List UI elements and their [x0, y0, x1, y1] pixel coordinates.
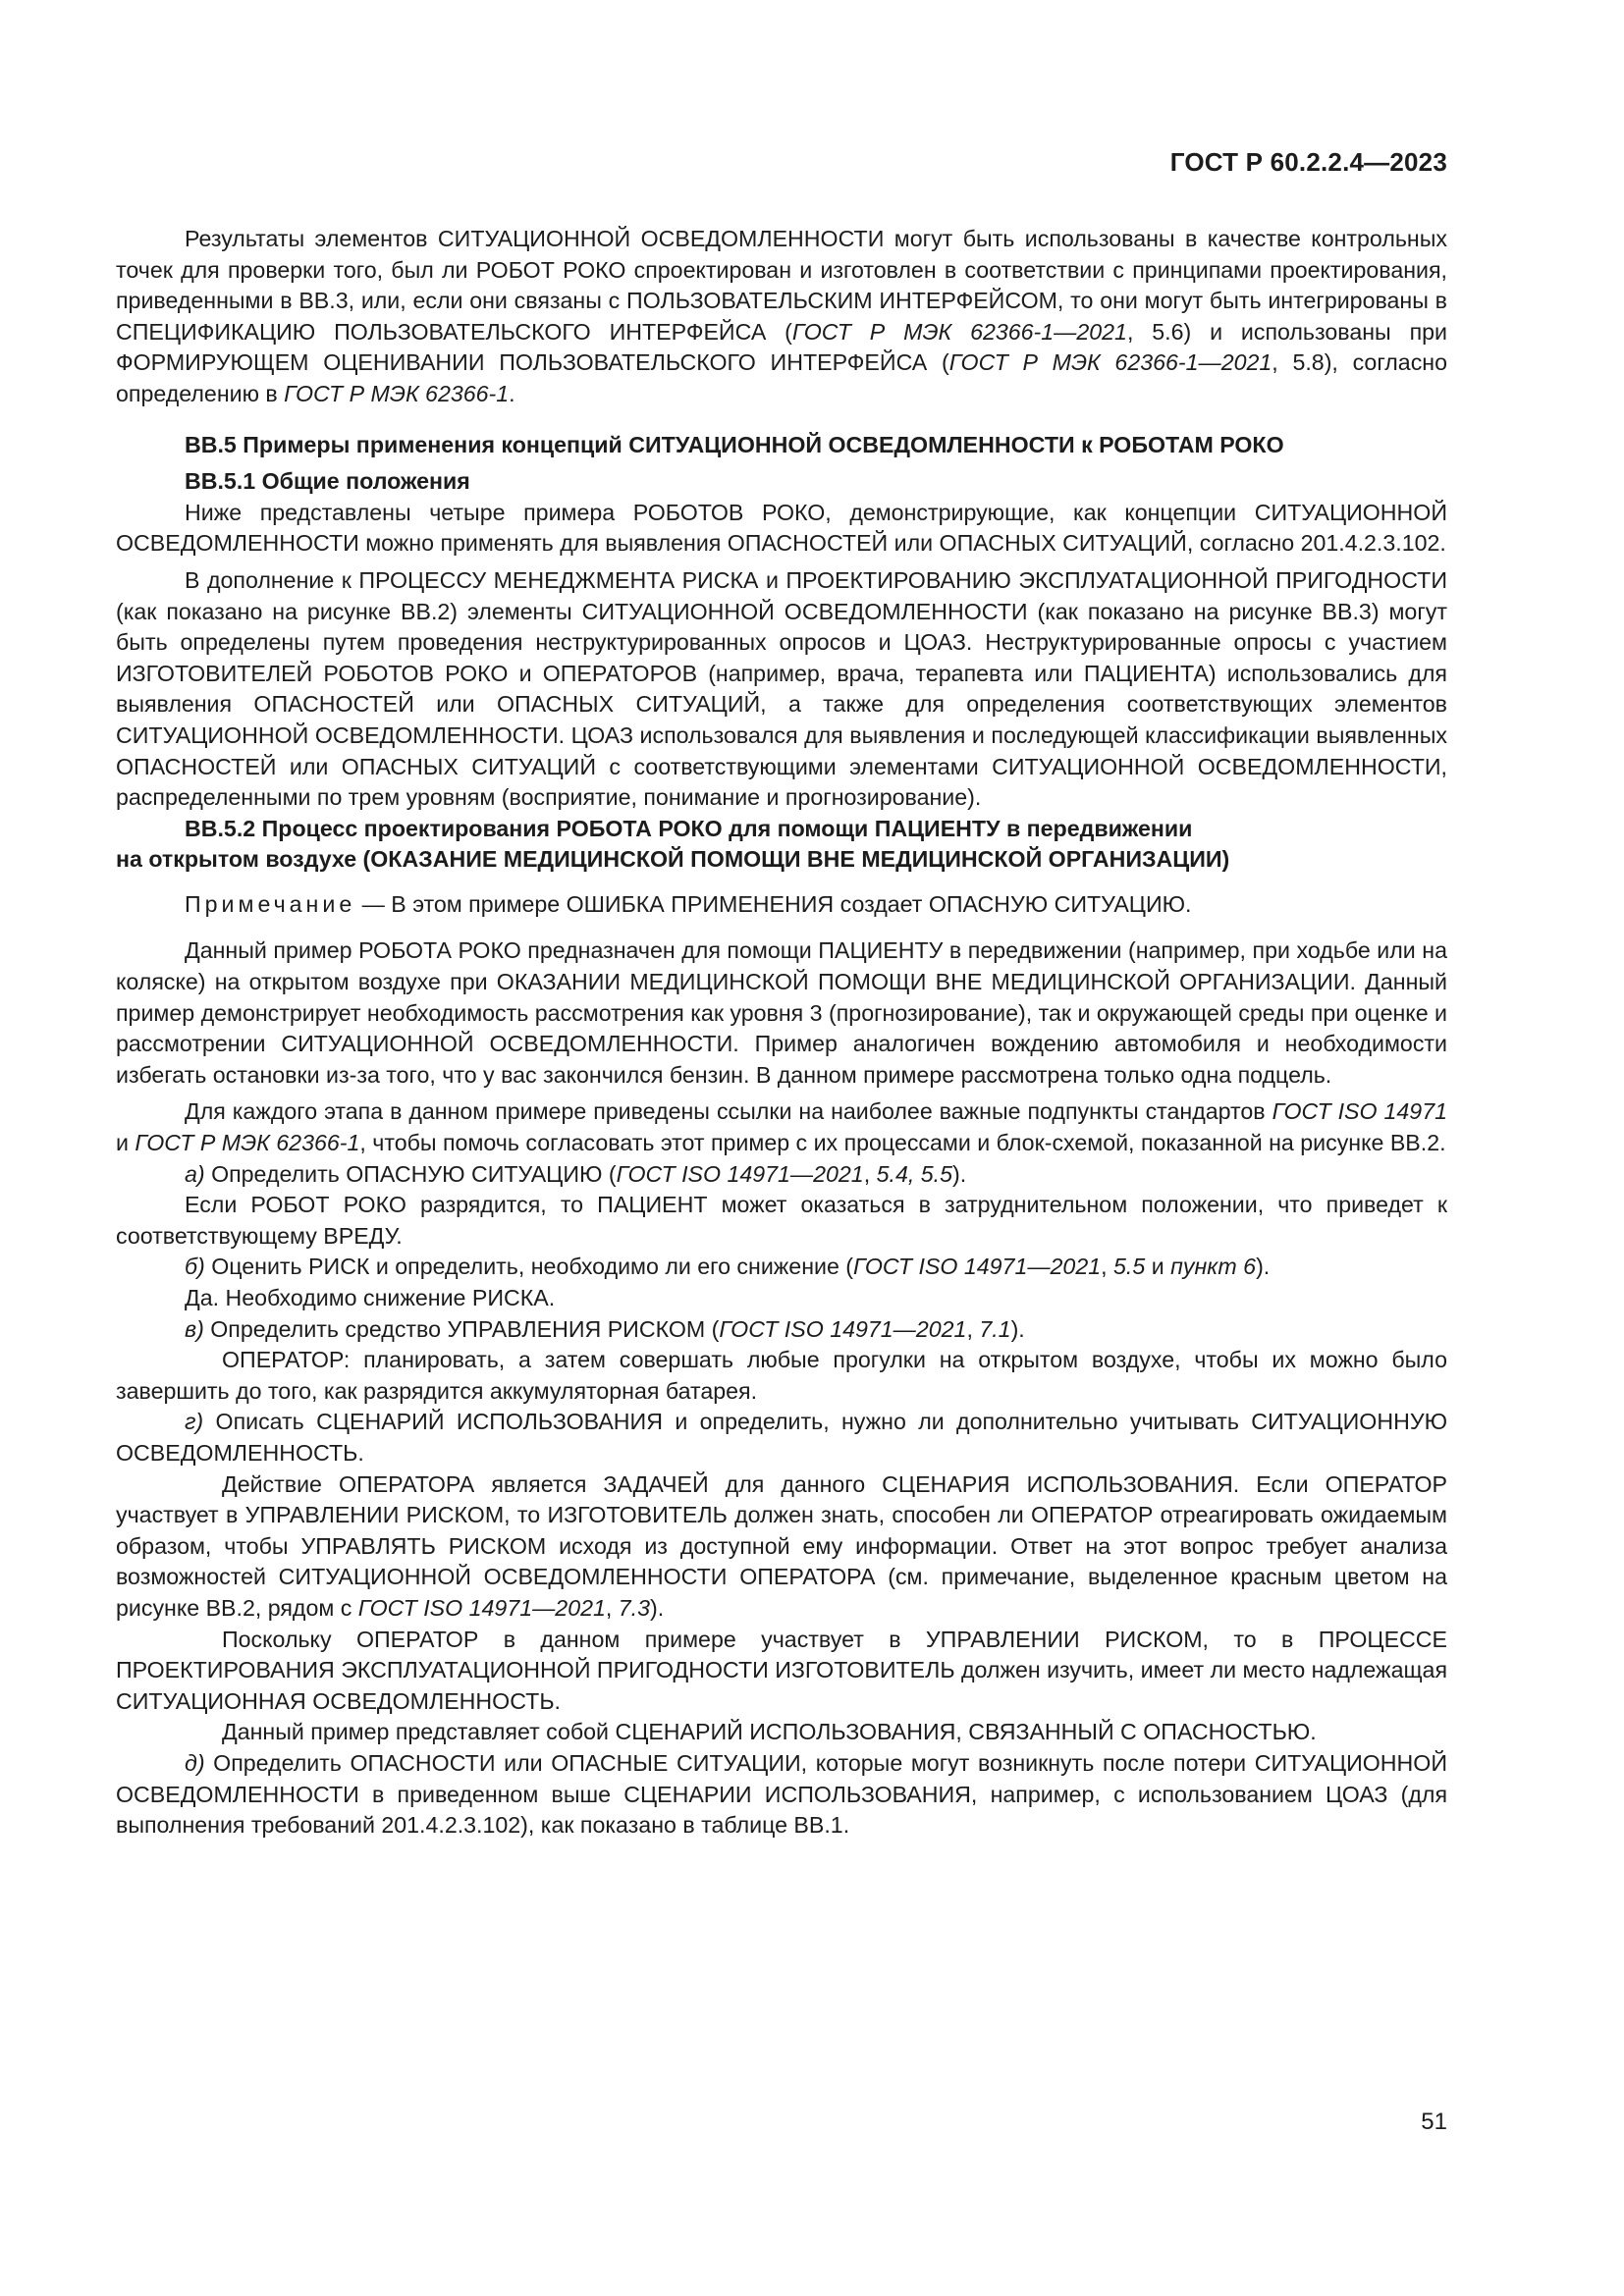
ref: ГОСТ Р МЭК 62366-1: [135, 1130, 360, 1156]
list-label: б): [185, 1254, 205, 1280]
paragraph-examples-intro: Ниже представлены четыре примера РОБОТОВ РОКО, демонстрирующие, как концепции СИТУАЦИОННОЙ ОСВЕДОМЛЕННОСТИ можно применять для выявления ОПАСНОСТЕЙ или ОПАСНЫХ СИТУАЦИЙ, согласно 201.4.2.3.102.: [116, 499, 1447, 557]
text: ).: [1010, 1315, 1025, 1342]
page-number: 51: [1421, 2109, 1447, 2135]
list-item-g-body-1: [116, 1469, 1447, 1625]
text: ).: [1256, 1254, 1271, 1280]
text: Определить ОПАСНОСТИ или ОПАСНЫЕ СИТУАЦИИ, которые могут возникнуть после потери СИТУАЦИОННОЙ ОСВЕДОМЛЕННОСТИ в приведенном выше СЦЕНАРИИ ИСПОЛЬЗОВАНИЯ, например, с использованием ЦОАЗ (для выполнения требований 201.4.2.3.102), как показано в таблице ВВ.1.: [116, 1749, 1447, 1839]
ref: ГОСТ Р МЭК 62366-1—2021: [948, 349, 1272, 376]
text: , 5.8), согласно определению в: [116, 349, 1447, 406]
text: ,: [966, 1315, 980, 1342]
text: и: [1145, 1254, 1171, 1280]
list-item-d: [116, 1748, 1447, 1842]
text: , 5.6) и использованы при ФОРМИРУЮЩЕМ ОЦЕНИВАНИИ ПОЛЬЗОВАТЕЛЬСКОГО ИНТЕРФЕЙСА (: [116, 318, 1447, 376]
paragraph-risk-management: В дополнение к ПРОЦЕССУ МЕНЕДЖМЕНТА РИСКА и ПРОЕКТИРОВАНИЮ ЭКСПЛУАТАЦИОННОЙ ПРИГОДНОСТИ (как показано на рисунке ВВ.2) элементы СИТУАЦИОННОЙ ОСВЕДОМЛЕННОСТИ (как показано на рисунке ВВ.3) могут быть определены путем проведения неструктурированных опросов и ЦОАЗ. Неструктурированные опросы с участием ИЗГОТОВИТЕЛЕЙ РОБОТОВ РОКО и ОПЕРАТОРОВ (например, врача, терапевта или ПАЦИЕНТА) использовались для выявления ОПАСНОСТЕЙ или ОПАСНЫХ СИТУАЦИЙ, а также для определения соответствующих элементов СИТУАЦИОННОЙ ОСВЕДОМЛЕННОСТИ. ЦОАЗ использовался для выявления и последующей классификации выявленных ОПАСНОСТЕЙ или ОПАСНЫХ СИТУАЦИЙ с соответствующими элементами СИТУАЦИОННОЙ ОСВЕДОМЛЕННОСТИ, распределенными по трем уровням (восприятие, понимание и прогнозирование).: [116, 566, 1447, 811]
text: .: [509, 380, 515, 406]
list-item-a: [116, 1159, 1447, 1191]
ref: ГОСТ ISO 14971—2021: [616, 1160, 864, 1187]
ref: пункт 6: [1170, 1254, 1257, 1280]
heading-bb5-2: [116, 814, 1447, 876]
document-body: [116, 224, 1447, 1842]
doc-header-id: ГОСТ Р 60.2.2.4—2023: [1169, 147, 1447, 177]
note-label: Примечание: [185, 890, 356, 917]
text: ).: [951, 1160, 967, 1187]
note: [116, 889, 1447, 921]
list-label: в): [185, 1315, 204, 1342]
list-item-g: [116, 1407, 1447, 1468]
ref: 5.5: [1113, 1254, 1146, 1280]
ref: ГОСТ ISO 14971—2021: [719, 1315, 967, 1342]
heading-line: ВВ.5.2 Процесс проектирования РОБОТА РОКО для помощи ПАЦИЕНТУ в передвижении: [185, 815, 1193, 841]
ref: ГОСТ ISO 14971—2021: [357, 1594, 606, 1621]
paragraph-example-description: Данный пример РОБОТА РОКО предназначен для помощи ПАЦИЕНТУ в передвижении (например, при ходьбе или на коляске) на открытом воздухе при ОКАЗАНИИ МЕДИЦИНСКОЙ ПОМОЩИ ВНЕ МЕДИЦИНСКОЙ ОРГАНИЗАЦИИ. Данный пример демонстрирует необходимость рассмотрения как уровня 3 (прогнозирование), так и окружающей среды при оценке и рассмотрении СИТУАЦИОННОЙ ОСВЕДОМЛЕННОСТИ. Пример аналогичен вождению автомобиля и необходимости избегать остановки из-за того, что у вас закончился бензин. В данном примере рассмотрена только одна подцель.: [116, 937, 1447, 1088]
list-item-v-body: ОПЕРАТОР: планировать, а затем совершать любые прогулки на открытом воздухе, чтобы их можно было завершить до того, как разрядится аккумуляторная батарея.: [116, 1347, 1447, 1404]
text: Определить средство УПРАВЛЕНИЯ РИСКОМ (: [203, 1315, 720, 1342]
document-page: [116, 0, 1447, 2296]
ref: ГОСТ Р МЭК 62366-1—2021: [791, 318, 1127, 345]
ref: 7.3: [618, 1594, 651, 1621]
text: ).: [650, 1594, 665, 1621]
list-item-b-body: Да. Необходимо снижение РИСКА.: [185, 1285, 556, 1310]
list-item-a-body: Если РОБОТ РОКО разрядится, то ПАЦИЕНТ может оказаться в затруднительном положении, что приведет к соответствующему ВРЕДУ.: [116, 1192, 1447, 1249]
text: и: [116, 1130, 135, 1156]
text: Для каждого этапа в данном примере приведены ссылки на наиболее важные подпункты стандартов: [185, 1098, 1272, 1125]
ref: ГОСТ ISO 14971: [1272, 1098, 1447, 1125]
text: Действие ОПЕРАТОРА является ЗАДАЧЕЙ для данного СЦЕНАРИЯ ИСПОЛЬЗОВАНИЯ. Если ОПЕРАТОР участвует в УПРАВЛЕНИИ РИСКОМ, то ИЗГОТОВИТЕЛЬ должен знать, способен ли ОПЕРАТОР отреагировать ожидаемым образом, чтобы УПРАВЛЯТЬ РИСКОМ исходя из доступной ему информации. Ответ на этот вопрос требует анализа возможностей СИТУАЦИОННОЙ ОСВЕДОМЛЕННОСТИ ОПЕРАТОРА (см. примечание, выделенное красным цветом на рисунке ВВ.2, рядом с: [116, 1470, 1447, 1621]
ref: ГОСТ Р МЭК 62366-1: [284, 380, 510, 406]
list-item-b: [116, 1252, 1447, 1283]
list-label: а): [185, 1160, 205, 1187]
text: Оценить РИСК и определить, необходимо ли его снижение (: [204, 1254, 854, 1280]
note-text: — В этом примере ОШИБКА ПРИМЕНЕНИЯ создает ОПАСНУЮ СИТУАЦИЮ.: [355, 890, 1192, 917]
text: ,: [863, 1160, 877, 1187]
heading-line: на открытом воздухе (ОКАЗАНИЕ МЕДИЦИНСКОЙ ПОМОЩИ ВНЕ МЕДИЦИНСКОЙ ОРГАНИЗАЦИИ): [116, 846, 1230, 873]
list-item-g-body-3: Данный пример представляет собой СЦЕНАРИЙ ИСПОЛЬЗОВАНИЯ, СВЯЗАННЫЙ С ОПАСНОСТЬЮ.: [222, 1719, 1317, 1745]
list-item-g-body-2: Поскольку ОПЕРАТОР в данном примере участвует в УПРАВЛЕНИИ РИСКОМ, то в ПРОЦЕССЕ ПРОЕКТИРОВАНИЯ ЭКСПЛУАТАЦИОННОЙ ПРИГОДНОСТИ ИЗГОТОВИТЕЛЬ должен изучить, имеет ли место надлежащая СИТУАЦИОННАЯ ОСВЕДОМЛЕННОСТЬ.: [116, 1626, 1447, 1714]
paragraph-references: [116, 1096, 1447, 1158]
ref: ГОСТ ISO 14971—2021: [853, 1254, 1102, 1280]
text: ,: [1101, 1254, 1114, 1280]
heading-bb5: ВВ.5 Примеры применения концепций СИТУАЦИОННОЙ ОСВЕДОМЛЕННОСТИ к РОБОТАМ РОКО: [185, 431, 1284, 457]
text: , чтобы помочь согласовать этот пример с их процессами и блок-схемой, показанной на рисунке ВВ.2.: [359, 1130, 1446, 1156]
text: ,: [605, 1594, 619, 1621]
ref: 7.1: [979, 1315, 1011, 1342]
text: Результаты элементов СИТУАЦИОННОЙ ОСВЕДОМЛЕННОСТИ могут быть использованы в качестве контрольных точек для проверки того, был ли РОБОТ РОКО спроектирован и изготовлен в соответствии с принципами проектирования, приведенными в ВВ.3, или, если они связаны с ПОЛЬЗОВАТЕЛЬСКИМ ИНТЕРФЕЙСОМ, то они могут быть интегрированы в СПЕЦИФИКАЦИЮ ПОЛЬЗОВАТЕЛЬСКОГО ИНТЕРФЕЙСА (: [116, 226, 1447, 345]
heading-bb5-1: ВВ.5.1 Общие положения: [185, 468, 470, 495]
list-label: г): [185, 1409, 204, 1435]
ref: 5.4, 5.5: [876, 1160, 952, 1187]
text: Описать СЦЕНАРИЙ ИСПОЛЬЗОВАНИЯ и определить, нужно ли дополнительно учитывать СИТУАЦИОННУЮ ОСВЕДОМЛЕННОСТЬ.: [116, 1409, 1447, 1466]
text: Определить ОПАСНУЮ СИТУАЦИЮ (: [204, 1160, 617, 1187]
paragraph-results: [116, 224, 1447, 410]
list-label: д): [185, 1749, 205, 1776]
list-item-v: [116, 1314, 1447, 1346]
